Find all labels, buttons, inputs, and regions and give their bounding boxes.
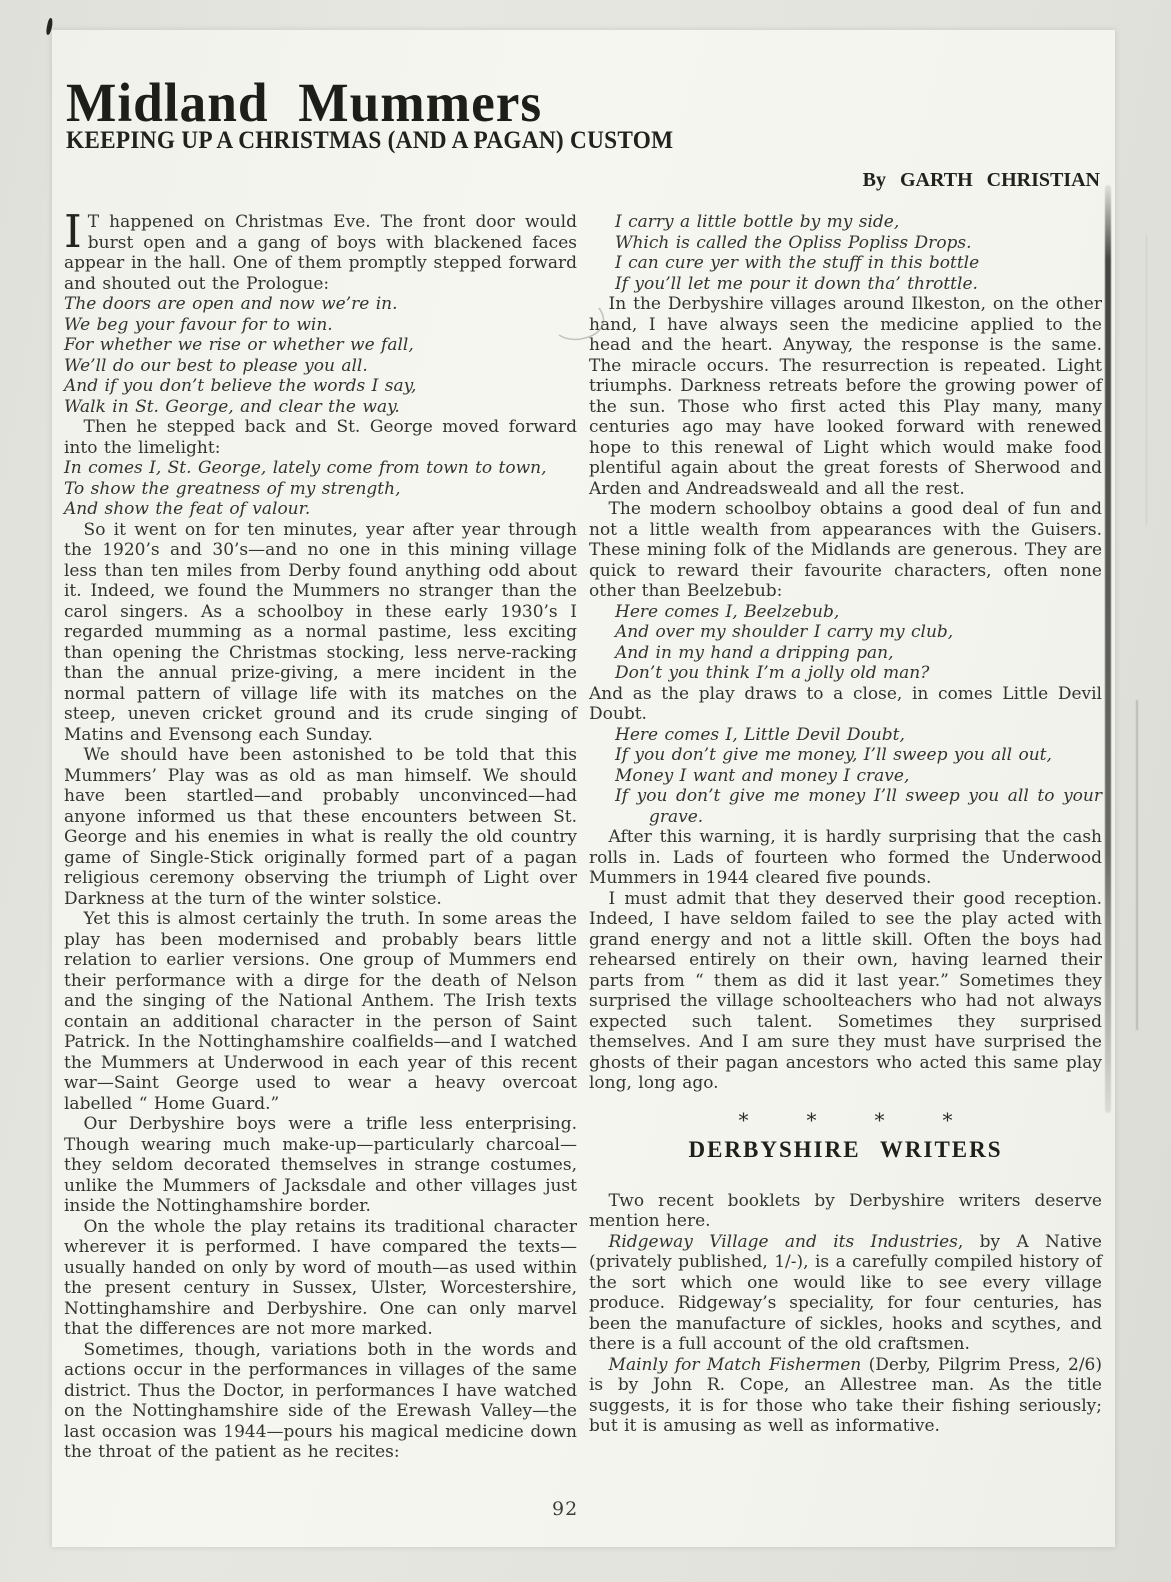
page-title: Midland Mummers [66,71,543,133]
verse-block [615,212,1102,294]
verse-line: I carry a little bottle by my side, [615,212,900,232]
section-heading: DERBYSHIRE WRITERS [688,1137,1003,1162]
paragraph: Then he stepped back and St. George moved forward into the limelight: [64,417,577,458]
right-column [589,212,1102,1437]
paragraph: After this warning, it is hardly surprising that the cash rolls in. Lads of fourteen who formed the Underwood Mummers in 1944 cleared five pounds. [589,827,1102,888]
paragraph: And as the play draws to a close, in comes Little Devil Doubt. [589,683,1102,724]
verse-line: Money I want and money I crave, [615,765,910,786]
verse-line: Here comes I, Beelzebub, [615,601,840,622]
verse-line: For whether we rise or whether we fall, [64,335,414,355]
scan-streak [1136,700,1138,1030]
verse-line: If you’ll let me pour it down tha’ throttle. [615,273,978,294]
asterisk: * [874,1107,885,1132]
paragraph: I must admit that they deserved their good reception. Indeed, I have seldom failed to see the play acted with grand energy and not a little skill. Often the boys had rehearsed entirely on their own, having learned their parts from “ them as did it last year.” Sometimes they surprised the village schoolteachers who had not always expected such talent. Sometimes they surprised themselves. And I am sure they must have surprised the ghosts of their pagan ancestors who acted this same play long, long ago. [589,888,1102,1093]
verse-line: In comes I, St. George, lately come from town to town, [64,458,547,478]
paragraph: Our Derbyshire boys were a trifle less enterprising. Though wearing much make-up—particularly charcoal—they seldom decorated themselves in strange costumes, unlike the Mummers of Jacksdale and other villages just inside the Nottinghamshire border. [64,1114,577,1216]
scan-streak [1146,235,1147,525]
verse-block [615,725,1102,828]
asterisk: * [738,1107,749,1132]
paragraph: In the Derbyshire villages around Ilkeston, on the other hand, I have always seen the medicine applied to the head and the heart. Anyway, the response is the same. The miracle occurs. The resurrection is repeated. Light triumphs. Darkness retreats before the growing power of the sun. Those who first acted this Play many, many centuries ago may have looked forward with renewed hope to this renewal of Light which would make food plentiful again about the great forests of Sherwood and Arden and Andreadsweald and all the rest. [589,294,1102,499]
paragraph: The modern schoolboy obtains a good deal of fun and not a little wealth from appearances with the Guisers. These mining folk of the Midlands are generous. They are quick to reward their favourite characters, often none other than Beelzebub: [589,499,1102,601]
asterisk: * [942,1107,953,1132]
verse-line: To show the greatness of my strength, [64,478,401,499]
verse-line: If you don’t give me money, I’ll sweep you all out, [615,745,1052,765]
page-number: 92 [552,1498,579,1520]
book-title: Ridgeway Village and its Industries [608,1231,958,1252]
magazine-page [52,30,1115,1547]
verse-line: And if you don’t believe the words I say, [64,376,417,396]
paragraph: I T happened on Christmas Eve. The front door would burst open and a gang of boys with blackened faces appear in the hall. One of them promptly stepped forward and shouted out the Prologue: [64,205,577,294]
paragraph: Sometimes, though, variations both in the words and actions occur in the performances in villages of the same district. Thus the Doctor, in performances I have watched on the Nottinghamshire side of the Erewash Valley—the last occasion was 1944—pours his magical medicine down the throat of the patient as he recites: [64,1339,577,1462]
verse-line: Which is called the Opliss Popliss Drops. [615,232,972,253]
verse-line: And over my shoulder I carry my club, [615,622,954,642]
scan-pen-mark [547,302,617,362]
paragraph: On the whole the play retains its traditional character wherever it is performed. I have compared the texts—usually handed on only by word of mouth—as used within the present century in Sussex, Ulster, Worcestershire, Nottinghamshire and Derbyshire. One can only marvel that the differences are not more marked. [64,1216,577,1339]
verse-line: And in my hand a dripping pan, [615,642,894,663]
paragraph: We should have been astonished to be told that this Mummers’ Play was as old as man himself. We should have been startled—and probably unconvinced—had anyone informed us that these encounters between St. George and his enemies in what is really the old country game of Single-Stick originally formed part of a pagan religious ceremony observing the triumph of Light over Darkness at the turn of the winter solstice. [64,745,577,909]
asterisk: * [806,1107,817,1132]
drop-cap: I [64,205,82,258]
paragraph: Ridgeway Village and its Industries, by A Native (privately published, 1/-), is a carefully compiled history of the sort which one would like to see every village produce. Ridgeway’s speciality, for four centuries, has been the manufacture of sickles, hooks and scythes, and there is a full account of the old craftsmen. [589,1231,1102,1354]
book-title: Mainly for Match Fishermen [608,1354,862,1375]
paragraph: Yet this is almost certainly the truth. In some areas the play has been modernised and probably bears little relation to earlier versions. One group of Mummers end their performance with a dirge for the death of Nelson and the singing of the National Anthem. The Irish texts contain an additional character in the person of Saint Patrick. In the Nottinghamshire coalfields—and I watched the Mummers at Underwood in each year of this recent war—Saint George used to wear a heavy overcoat labelled “ Home Guard.” [64,909,577,1114]
verse-line: And show the feat of valour. [64,499,311,519]
article-subtitle: KEEPING UP A CHRISTMAS (AND A PAGAN) CUSTOM [66,127,674,154]
verse-line: Walk in St. George, and clear the way. [64,396,400,417]
verse-line: I can cure yer with the stuff in this bottle [615,253,980,273]
verse-block [64,294,577,417]
verse-block [615,602,1102,684]
verse-line: We’ll do our best to please you all. [64,355,368,376]
page-edge-shadow [1105,185,1111,1113]
verse-line: If you don’t give me money I’ll sweep you all to your grave. [615,786,1102,827]
verse-block [64,458,577,520]
verse-line: The doors are open and now we’re in. [64,294,398,314]
verse-line: Don’t you think I’m a jolly old man? [615,663,930,683]
verse-line: Here comes I, Little Devil Doubt, [615,724,905,745]
section-divider [589,1107,1102,1132]
paragraph: Mainly for Match Fishermen (Derby, Pilgrim Press, 2/6) is by John R. Cope, an Allestree man. As the title suggests, it is for those who take their fishing seriously; but it is amusing as well as informative. [589,1354,1102,1436]
paragraph: So it went on for ten minutes, year after year through the 1920’s and 30’s—and no one in this mining village less than ten miles from Derby found anything odd about it. Indeed, we found the Mummers no stranger than the carol singers. As a schoolboy in these early 1930’s I regarded mumming as a normal pastime, less exciting than opening the Christmas stocking, less nerve-racking than the annual prize-giving, a mere incident in the normal pattern of village life with its matches on the steep, uneven cricket ground and its crude singing of Matins and Evensong each Sunday. [64,519,577,745]
byline: By GARTH CHRISTIAN [862,169,1100,191]
left-column [64,205,577,1463]
paragraph: Two recent booklets by Derbyshire writers deserve mention here. [589,1190,1102,1231]
verse-line: We beg your favour for to win. [64,314,333,335]
